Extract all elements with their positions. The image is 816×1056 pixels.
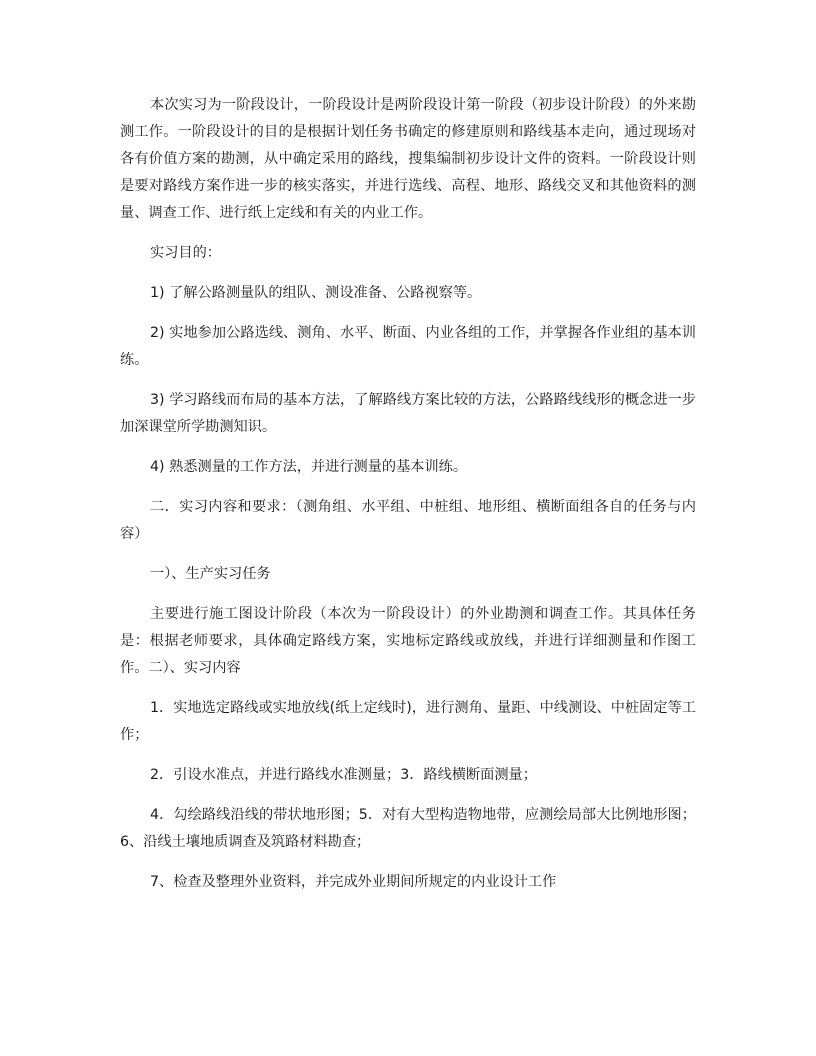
intro-paragraph: 本次实习为一阶段设计，一阶段设计是两阶段设计第一阶段（初步设计阶段）的外来勘测工作。一阶段设计的目的是根据计划任务书确定的修建原则和路线基本走向，通过现场对各有价值方案的勘测，从中确定采用的路线，搜集编制初步设计文件的资料。一阶段设计则是要对路线方案作进一步的核实落实，并进行选线、高程、地形、路线交叉和其他资料的测量、调查工作、进行纸上定线和有关的内业工作。 [120, 97, 696, 221]
content-item-2-3: 2．引设水准点，并进行路线水准测量；3．路线横断面测量； [150, 767, 537, 783]
content-item-1: 1．实地选定路线或实地放线(纸上定线时)，进行测角、量距、中线测设、中桩固定等工作； [120, 700, 696, 743]
objective-item-2: 2) 实地参加公路选线、测角、水平、断面、内业各组的工作，并掌握各作业组的基本训练。 [120, 325, 696, 368]
objective-item-1: 1) 了解公路测量队的组队、测设准备、公路视察等。 [150, 285, 482, 301]
objectives-heading: 实习目的： [150, 245, 221, 261]
section-two-heading: 二．实习内容和要求：（测角组、水平组、中桩组、地形组、横断面组各自的任务与内容） [120, 499, 696, 542]
objective-item-3: 3) 学习路线而布局的基本方法，了解路线方案比较的方法，公路路线线形的概念进一步加深课堂所学勘测知识。 [120, 392, 696, 435]
content-item-4-5-6: 4．勾绘路线沿线的带状地形图；5．对有大型构造物地带，应测绘局部大比例地形图；6、沿线土壤地质调查及筑路材料勘查； [120, 807, 696, 850]
content-item-7: 7、检查及整理外业资料，并完成外业期间所规定的内业设计工作 [150, 874, 557, 890]
subsection-one-heading: 一）、生产实习任务 [150, 566, 271, 582]
document-body [120, 92, 696, 909]
task-description-paragraph: 主要进行施工图设计阶段（本次为一阶段设计）的外业勘测和调查工作。其具体任务是：根据老师要求，具体确定路线方案，实地标定路线或放线，并进行详细测量和作图工作。二）、实习内容 [120, 606, 696, 676]
objective-item-4: 4) 熟悉测量的工作方法，并进行测量的基本训练。 [150, 459, 468, 475]
